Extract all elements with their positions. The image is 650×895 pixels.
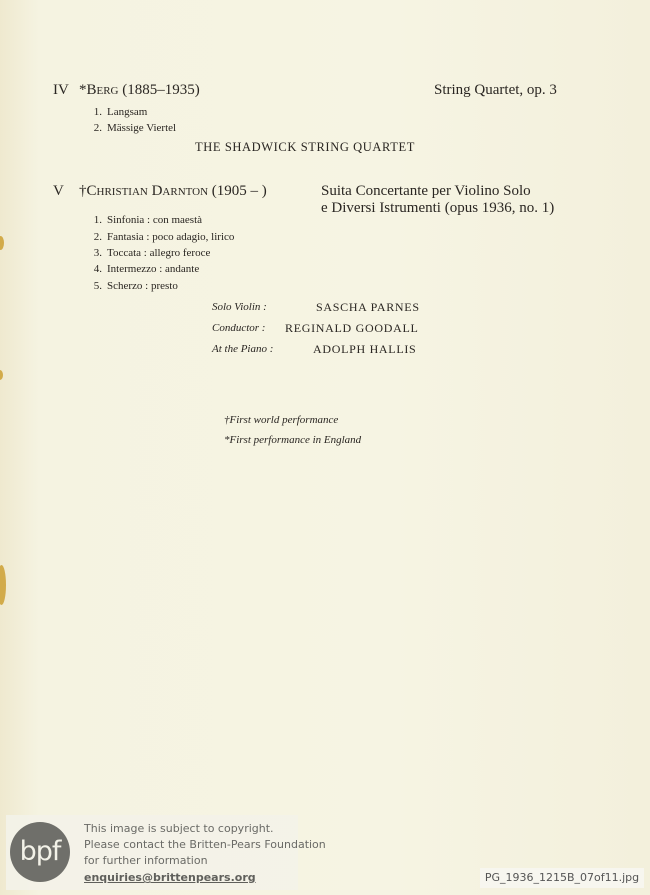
item-v-movement <box>85 263 199 275</box>
copyright-line-2: Please contact the Britten-Pears Foundation <box>84 838 326 851</box>
movement-number: 1. <box>93 214 102 226</box>
image-filename: PG_1936_1215B_07of11.jpg <box>480 868 644 888</box>
item-v-movement <box>85 280 178 292</box>
movement-title: Langsam <box>107 106 148 118</box>
item-iv-numeral: IV <box>53 82 69 98</box>
item-iv-movement <box>85 106 147 118</box>
performer-name: REGINALD GOODALL <box>285 321 419 335</box>
paper-stain <box>0 565 6 605</box>
movement-number: 2. <box>93 231 102 243</box>
movement-title: Scherzo : presto <box>107 280 178 292</box>
footnote-first-world: †First world performance <box>224 414 339 426</box>
movement-number: 2. <box>93 122 102 134</box>
item-v-work-line1: Suita Concertante per Violino Solo <box>321 183 531 199</box>
paper-stain <box>0 236 4 250</box>
movement-title: Intermezzo : andante <box>107 263 200 275</box>
movement-number: 1. <box>93 106 102 118</box>
contact-email-link[interactable]: enquiries@brittenpears.org <box>84 871 256 884</box>
performer-role: At the Piano : <box>212 343 274 355</box>
movement-title: Sinfonia : con maestà <box>107 214 203 226</box>
item-v-numeral: V <box>53 183 64 199</box>
item-v-movement <box>85 247 210 259</box>
copyright-line-3: for further information <box>84 854 208 867</box>
paper-stain <box>0 370 3 380</box>
item-iv-work: String Quartet, op. 3 <box>434 82 557 98</box>
footnote-first-england: *First performance in England <box>224 434 362 446</box>
movement-title: Fantasia : poco adagio, lirico <box>107 231 235 243</box>
item-v-movement <box>85 231 234 243</box>
item-iv-composer: *Berg (1885–1935) <box>79 82 200 98</box>
copyright-line-1: This image is subject to copyright. <box>84 822 274 835</box>
item-iv-ensemble: THE SHADWICK STRING QUARTET <box>195 140 415 154</box>
bpf-logo: bpf <box>10 822 70 882</box>
item-v-composer: †Christian Darnton (1905 – ) <box>79 183 267 199</box>
movement-number: 4. <box>93 263 102 275</box>
item-v-movement <box>85 214 202 226</box>
movement-number: 5. <box>93 280 102 292</box>
performer-role: Solo Violin : <box>212 301 267 313</box>
item-v-work-line2: e Diversi Istrumenti (opus 1936, no. 1) <box>321 200 555 216</box>
item-iv-movement <box>85 122 176 134</box>
movement-title: Mässige Viertel <box>107 122 177 134</box>
movement-number: 3. <box>93 247 102 259</box>
performer-role: Conductor : <box>212 322 266 334</box>
performer-name: SASCHA PARNES <box>316 300 420 314</box>
movement-title: Toccata : allegro feroce <box>107 247 211 259</box>
performer-name: ADOLPH HALLIS <box>313 342 417 356</box>
